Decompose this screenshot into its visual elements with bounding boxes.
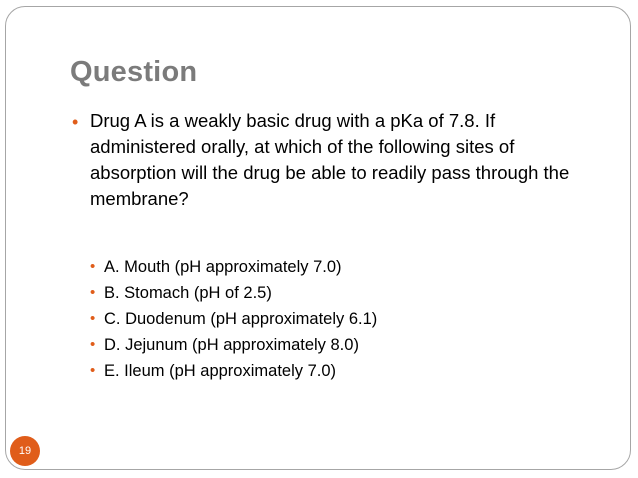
- bullet-icon: •: [90, 362, 96, 379]
- question-text: Drug A is a weakly basic drug with a pKa of 7.8. If administered orally, at which of the following sites of absorption will the drug be able to readily pass through the membrane?: [90, 110, 570, 209]
- option-text: B. Stomach (pH of 2.5): [104, 284, 272, 302]
- bullet-icon: •: [90, 336, 96, 353]
- answer-options: [90, 254, 377, 384]
- option-a: [90, 254, 377, 280]
- question-block: [72, 108, 592, 212]
- option-d: [90, 332, 377, 358]
- bullet-icon: •: [90, 258, 96, 275]
- slide-title: Question: [70, 56, 198, 88]
- slide-number-badge: 19: [10, 436, 40, 466]
- option-e: [90, 358, 377, 384]
- option-text: A. Mouth (pH approximately 7.0): [104, 258, 342, 276]
- option-text: D. Jejunum (pH approximately 8.0): [104, 336, 359, 354]
- option-b: [90, 280, 377, 306]
- option-text: E. Ileum (pH approximately 7.0): [104, 362, 337, 380]
- bullet-icon: •: [72, 112, 79, 132]
- option-text: C. Duodenum (pH approximately 6.1): [104, 310, 378, 328]
- option-c: [90, 306, 377, 332]
- bullet-icon: •: [90, 284, 96, 301]
- bullet-icon: •: [90, 310, 96, 327]
